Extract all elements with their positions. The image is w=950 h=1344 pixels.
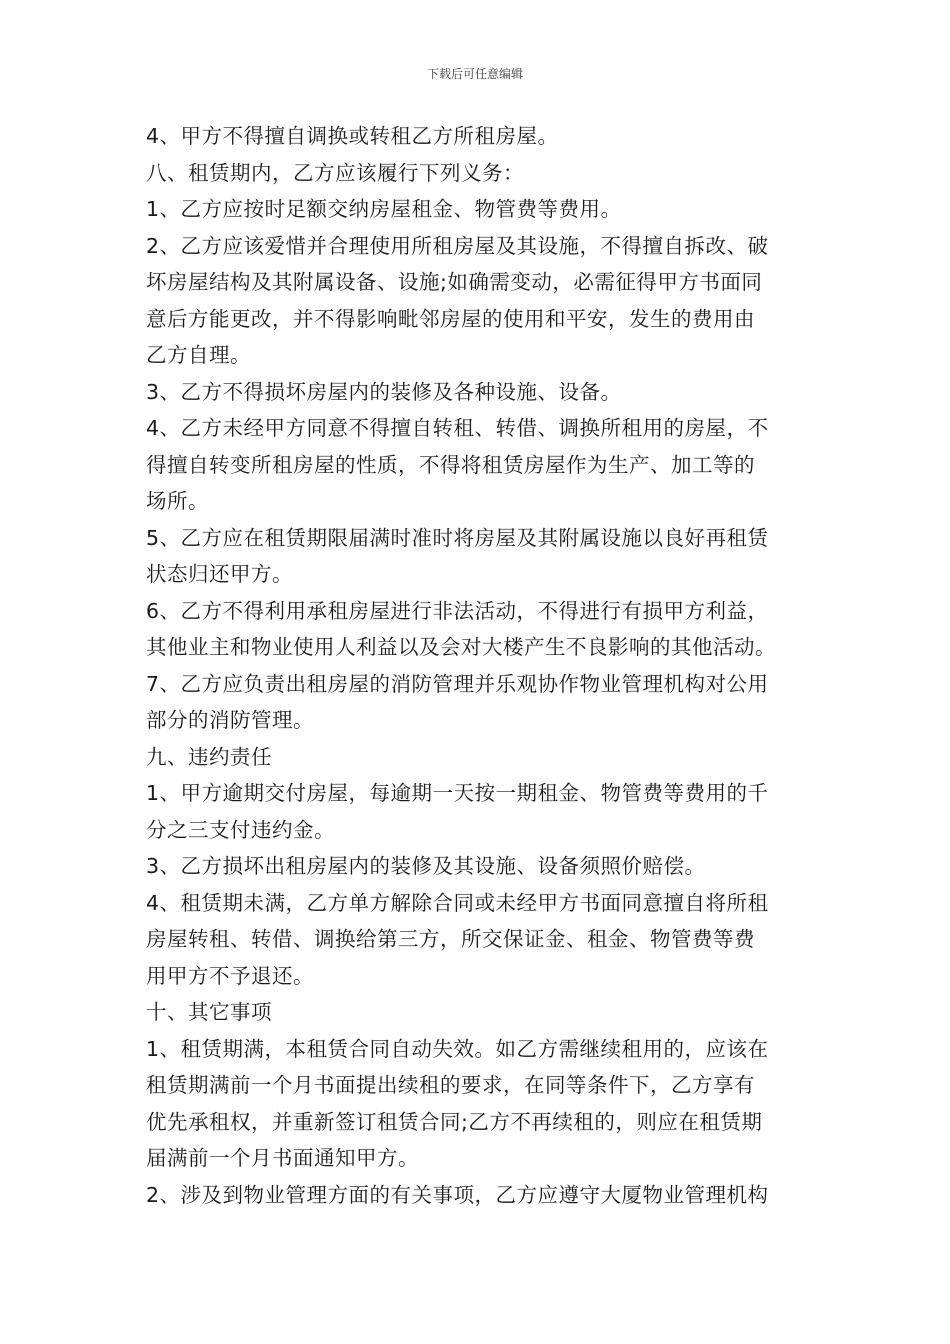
paragraph: [146, 228, 808, 374]
text-line: 届满前一个月书面通知甲方。: [146, 1146, 419, 1170]
document-body: [146, 118, 808, 1213]
text-line: 3、乙方损坏出租房屋内的装修及其设施、设备须照价赔偿。: [146, 854, 706, 878]
text-line: 4、乙方未经甲方同意不得擅自转租、转借、调换所租用的房屋，不: [146, 416, 769, 440]
text-line: 7、乙方应负责出租房屋的消防管理并乐观协作物业管理机构对公用: [146, 671, 769, 696]
paragraph: [146, 775, 808, 848]
text-line: 分之三支付违约金。: [146, 817, 335, 842]
paragraph: [146, 374, 808, 411]
paragraph: [146, 593, 808, 666]
paragraph: [146, 191, 808, 228]
paragraph: [146, 994, 808, 1031]
text-line: 九、违约责任: [146, 744, 272, 769]
paragraph: [146, 666, 808, 739]
page-header: 下载后可任意编辑: [426, 67, 523, 81]
paragraph: [146, 1177, 808, 1214]
paragraph: [146, 410, 808, 520]
paragraph: [146, 155, 808, 192]
text-line: 4、租赁期未满，乙方单方解除合同或未经甲方书面同意擅自将所租: [146, 890, 769, 915]
text-line: 租赁期满前一个月书面提出续租的要求，在同等条件下，乙方享有: [146, 1073, 755, 1097]
text-line: 房屋转租、转借、调换给第三方，所交保证金、租金、物管费等费: [146, 927, 755, 951]
text-line: 2、乙方应该爱惜并合理使用所租房屋及其设施，不得擅自拆改、破: [146, 233, 769, 258]
paragraph: [146, 885, 808, 995]
text-line: 得擅自转变所租房屋的性质，不得将租赁房屋作为生产、加工等的: [146, 452, 755, 477]
text-line: 3、乙方不得损坏房屋内的装修及各种设施、设备。: [146, 379, 622, 404]
text-line: 十、其它事项: [146, 1000, 272, 1024]
text-line: 八、租赁期内，乙方应该履行下列义务：: [146, 160, 524, 185]
text-line: 其他业主和物业使用人利益以及会对大楼产生不良影响的其他活动。: [146, 635, 776, 659]
text-line: 1、租赁期满，本租赁合同自动失效。如乙方需继续租用的，应该在: [146, 1036, 769, 1061]
text-line: 乙方自理。: [146, 343, 251, 367]
paragraph: [146, 520, 808, 593]
paragraph: [146, 848, 808, 885]
text-line: 1、甲方逾期交付房屋，每逾期一天按一期租金、物管费等费用的千: [146, 781, 769, 805]
text-line: 优先承租权，并重新签订租赁合同;乙方不再续租的，则应在租赁期: [146, 1109, 763, 1134]
text-line: 5、乙方应在租赁期限届满时准时将房屋及其附属设施以良好再租赁: [146, 525, 769, 550]
text-line: 4、甲方不得擅自调换或转租乙方所租房屋。: [146, 124, 559, 148]
text-line: 场所。: [146, 489, 209, 513]
text-line: 用甲方不予退还。: [146, 963, 314, 988]
paragraph: [146, 118, 808, 155]
paragraph: [146, 739, 808, 776]
text-line: 坏房屋结构及其附属设备、设施;如确需变动，必需征得甲方书面同: [146, 270, 763, 294]
text-line: 部分的消防管理。: [146, 708, 314, 732]
paragraph: [146, 1031, 808, 1177]
text-line: 6、乙方不得利用承租房屋进行非法活动，不得进行有损甲方利益，: [146, 598, 769, 623]
text-line: 2、涉及到物业管理方面的有关事项，乙方应遵守大厦物业管理机构: [146, 1182, 769, 1207]
text-line: 1、乙方应按时足额交纳房屋租金、物管费等费用。: [146, 197, 622, 221]
text-line: 意后方能更改，并不得影响毗邻房屋的使用和平安，发生的费用由: [146, 306, 755, 331]
text-line: 状态归还甲方。: [146, 562, 293, 586]
